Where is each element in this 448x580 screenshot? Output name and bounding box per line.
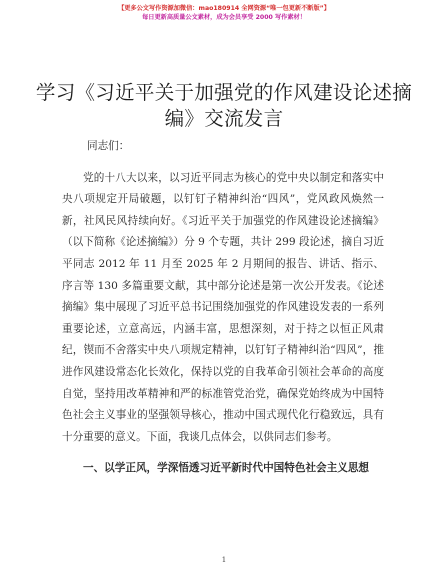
paragraph-1: 党的十八大以来，以习近平同志为核心的党中央以制定和落实中央八项规定开局破题，以钉钉子精神纠治“四风”，党风政风焕然一新，社风民风持续向好。《习近平关于加强党的作风建设论述摘编》（以下简称《论述摘编》）分 9 个专题，共计 299 段论述，摘自习近平同志 2012 年 11 月至 2025 年 2 月期间的报告、讲话、指示、序言等 130 多篇重要文献，其中部分论述是第一次公开发表。《论述摘编》集中展现了习近平总书记围绕加强党的作风建设发表的一系列重要论述，立意高远，内涵丰富，思想深刻，对于持之以恒正风肃纪，锲而不舍落实中央八项规定精神，以钉钉子精神纠治“四风”，推进作风建设常态化长效化，保持以党的自我革命引领社会革命的高度自觉，坚持用改革精神和严的标准管党治党，确保党始终成为中国特色社会主义事业的坚强领导核心，推动中国式现代化行稳致远，具有十分重要的意义。下面，我谈几点体会，以供同志们参考。 <box>62 171 384 443</box>
promo-banner-line-2: 每日更新高质量公文素材，成为会员享受 2000 写作素材！ <box>142 14 306 21</box>
document-title-line-1: 学习《习近平关于加强党的作风建设论述摘 <box>35 81 413 104</box>
document-title <box>0 80 448 132</box>
salutation: 同志们： <box>87 140 130 152</box>
document-title-line-2: 编》交流发言 <box>164 107 284 130</box>
promo-banner-line-1: 【更多公文写作资源加微信：mao180914 全网资源“唯一包更新不断版”】 <box>118 5 330 12</box>
section-1-heading: 一、以学正风，学深悟透习近平新时代中国特色社会主义思想 <box>83 462 370 475</box>
document-body <box>62 136 384 480</box>
promo-banner <box>0 4 448 22</box>
page-number: 1 <box>221 556 227 564</box>
